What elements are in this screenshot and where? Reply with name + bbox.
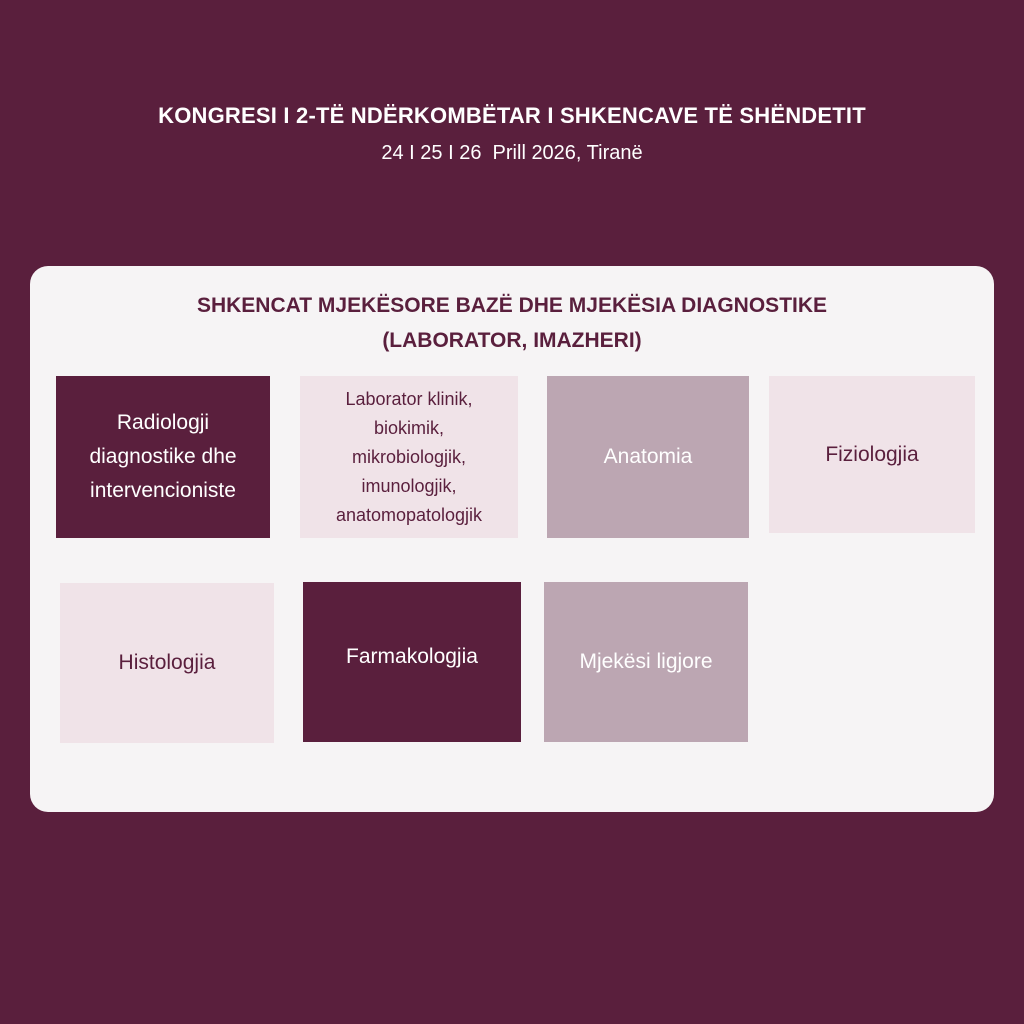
topic-tile-laboratory xyxy=(300,376,518,538)
congress-title: KONGRESI I 2-TË NDËRKOMBËTAR I SHKENCAVE TË SHËNDETIT xyxy=(158,103,866,128)
topic-label: Fiziologjia xyxy=(825,442,919,466)
topic-label: Mjekësi ligjore xyxy=(579,650,713,673)
panel-heading: SHKENCAT MJEKËSORE BAZË DHE MJEKËSIA DIAGNOSTIKE xyxy=(196,294,828,317)
topic-label: Laborator klinik, biokimik, mikrobiologjik, imunologjik, anatomopatologjik xyxy=(335,388,483,525)
topic-tile-anatomy xyxy=(547,376,749,538)
topic-label: Anatomia xyxy=(603,445,693,468)
topics-panel xyxy=(30,266,994,812)
topic-tile-histology xyxy=(60,583,274,743)
topic-tile-pharmacology xyxy=(303,582,521,742)
topic-label: Radiologji diagnostike dhe intervencioniste xyxy=(89,411,237,502)
panel-subheading: (LABORATOR, IMAZHERI) xyxy=(382,329,642,352)
topic-label: Farmakologjia xyxy=(346,645,478,668)
topic-tile-physiology xyxy=(769,376,975,533)
topic-tile-radiology xyxy=(56,376,270,538)
topic-label: Histologjia xyxy=(118,651,216,674)
congress-dates: 24 I 25 I 26 Prill 2026, Tiranë xyxy=(381,142,643,164)
topic-tile-forensic-medicine xyxy=(544,582,748,742)
